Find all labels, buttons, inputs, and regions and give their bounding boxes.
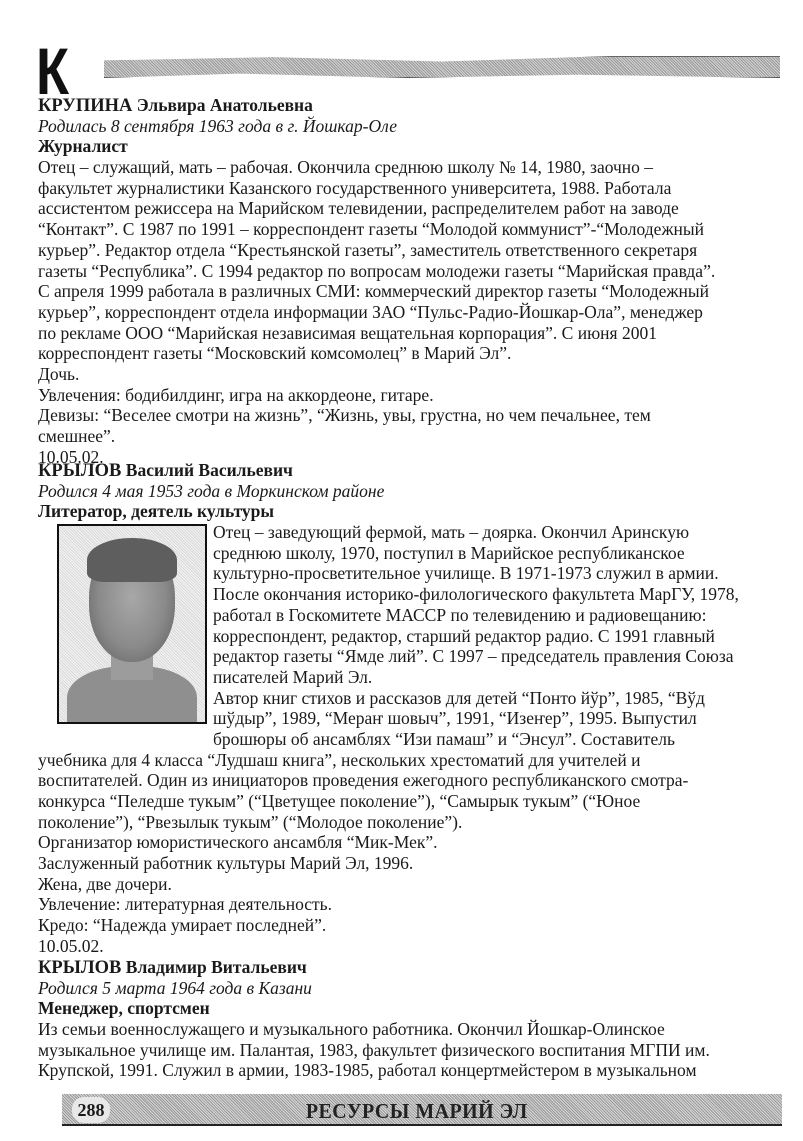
bio-line: курьер”. Редактор отдела “Крестьянской газеты”, заместитель ответственного секретаря — [38, 239, 698, 260]
surname: КРЫЛОВ — [38, 958, 122, 978]
bio-line: газеты “Республика”. С 1994 редактор по вопросам молодежи газеты “Марийская правда”. — [38, 260, 716, 281]
given-names: Владимир Витальевич — [125, 957, 307, 977]
bio-line: С апреля 1999 работала в различных СМИ: коммерческий директор газеты “Молодежный — [38, 281, 709, 302]
bio-line: Крупской, 1991. Служил в армии, 1983-1985, работал концертмейстером в музыкальном — [38, 1060, 697, 1081]
bio-line: Жена, две дочери. — [38, 873, 172, 894]
bio-line: корреспондент газеты “Московский комсомолец” в Марий Эл”. — [38, 343, 512, 364]
occupation: Журналист — [38, 136, 128, 157]
bio-line: музыкальное училище им. Палантая, 1983, факультет физического воспитания МГПИ им. — [38, 1039, 710, 1060]
bio-line: конкурса “Пеледше тукым” (“Цветущее поколение”), “Самырык тукым” (“Юное — [38, 791, 641, 811]
bio-line: Отец – служащий, мать – рабочая. Окончила среднюю школу № 14, 1980, заочно – — [38, 157, 654, 178]
section-banner — [104, 56, 780, 78]
surname: КРУПИНА — [38, 96, 133, 116]
bio-line: ассистентом режиссера на Марийском телевидении, распределителем работ на заводе — [38, 198, 679, 219]
bio-line: редактор газеты “Ямде лий”. С 1997 – председатель правления Союза — [213, 646, 734, 667]
bio-line: Организатор юмористического ансамбля “Мик-Мек”. — [38, 832, 438, 853]
surname: КРЫЛОВ — [38, 461, 122, 481]
occupation: Менеджер, спортсмен — [38, 998, 210, 1019]
birth-info: Родился 5 марта 1964 года в Казани — [38, 977, 312, 998]
given-names: Василий Васильевич — [125, 460, 293, 480]
birth-info: Родился 4 мая 1953 года в Моркинском районе — [38, 480, 385, 501]
bio-line: по рекламе ООО “Марийская независимая вещательная корпорация”. С июня 2001 — [38, 322, 657, 343]
bio-line: После окончания историко-филологического факультета МарГУ, 1978, — [213, 584, 739, 605]
bio-line: курьер”, корреспондент отдела информации ЗАО “Пульс-Радио-Йошкар-Ола”, менеджер — [38, 301, 703, 322]
bio-line: Увлечение: литературная деятельность. — [38, 894, 333, 915]
bio-line: брошюры об ансамблях “Изи памаш” и “Энсул”. Составитель — [213, 728, 675, 749]
bio-line: 10.05.02. — [38, 935, 104, 956]
bio-line: работал в Госкомитете МАССР по телевидению и радиовещанию: — [213, 604, 707, 625]
bio-line: Автор книг стихов и рассказов для детей “Понто йўр”, 1985, “Вўд — [213, 687, 705, 708]
bio-line: поколение”), “Рвезылык тукым” (“Молодое поколение”). — [38, 811, 463, 832]
person-name — [38, 95, 788, 116]
bio-line: Увлечения: бодибилдинг, игра на аккордеоне, гитаре. — [38, 384, 434, 405]
bio-line: корреспондент, редактор, старший редактор радио. С 1991 главный — [213, 625, 715, 646]
entry-krylov-vladimir — [38, 957, 788, 1081]
person-name — [38, 460, 788, 481]
bio-line: Отец – заведующий фермой, мать – доярка. Окончил Аринскую — [213, 522, 690, 543]
photo-hair — [87, 538, 177, 582]
bio-line: писателей Марий Эл. — [213, 666, 373, 687]
bio-line: Дочь. — [38, 363, 80, 384]
bio-line: факультет журналистики Казанского государственного университета, 1988. Работала — [38, 177, 672, 198]
bio-line: “Контакт”. С 1987 по 1991 – корреспондент газеты “Молодой коммунист”-“Молодежный — [38, 219, 705, 240]
footer-title: РЕСУРСЫ МАРИЙ ЭЛ — [305, 1099, 528, 1123]
section-letter: К — [36, 34, 70, 108]
entry-krupina — [38, 95, 788, 467]
bio-line: Девизы: “Веселее смотри на жизнь”, “Жизнь, увы, грустна, но чем печальнее, тем — [38, 405, 651, 426]
given-names: Эльвира Анатольевна — [136, 95, 313, 115]
bio-line: шўдыр”, 1989, “Мераҥ шовыч”, 1991, “Изеҥер”, 1995. Выпустил — [213, 708, 697, 729]
bio-line: смешнее”. — [38, 426, 116, 446]
portrait-photo — [57, 524, 207, 724]
bio-line: среднюю школу, 1970, поступил в Марийское республиканское — [213, 542, 685, 563]
page-number: 288 — [72, 1097, 110, 1123]
bio-line: культурно-просветительное училище. В 1971-1973 служил в армии. — [213, 563, 719, 584]
occupation: Литератор, деятель культуры — [38, 501, 275, 522]
birth-info: Родилась 8 сентября 1963 года в г. Йошкар-Оле — [38, 115, 397, 136]
bio-line: 10.05.02. — [38, 446, 104, 467]
bio-line: Кредо: “Надежда умирает последней”. — [38, 915, 327, 936]
bio-line: Из семьи военнослужащего и музыкального работника. Окончил Йошкар-Олинское — [38, 1019, 665, 1040]
bio-line: Заслуженный работник культуры Марий Эл, 1996. — [38, 853, 414, 874]
bio-line: учебника для 4 класса “Лудшаш книга”, нескольких хрестоматий для учителей и — [38, 749, 641, 770]
bio-line: воспитателей. Один из инициаторов проведения ежегодного республиканского смотра- — [38, 770, 689, 791]
person-name — [38, 957, 788, 978]
